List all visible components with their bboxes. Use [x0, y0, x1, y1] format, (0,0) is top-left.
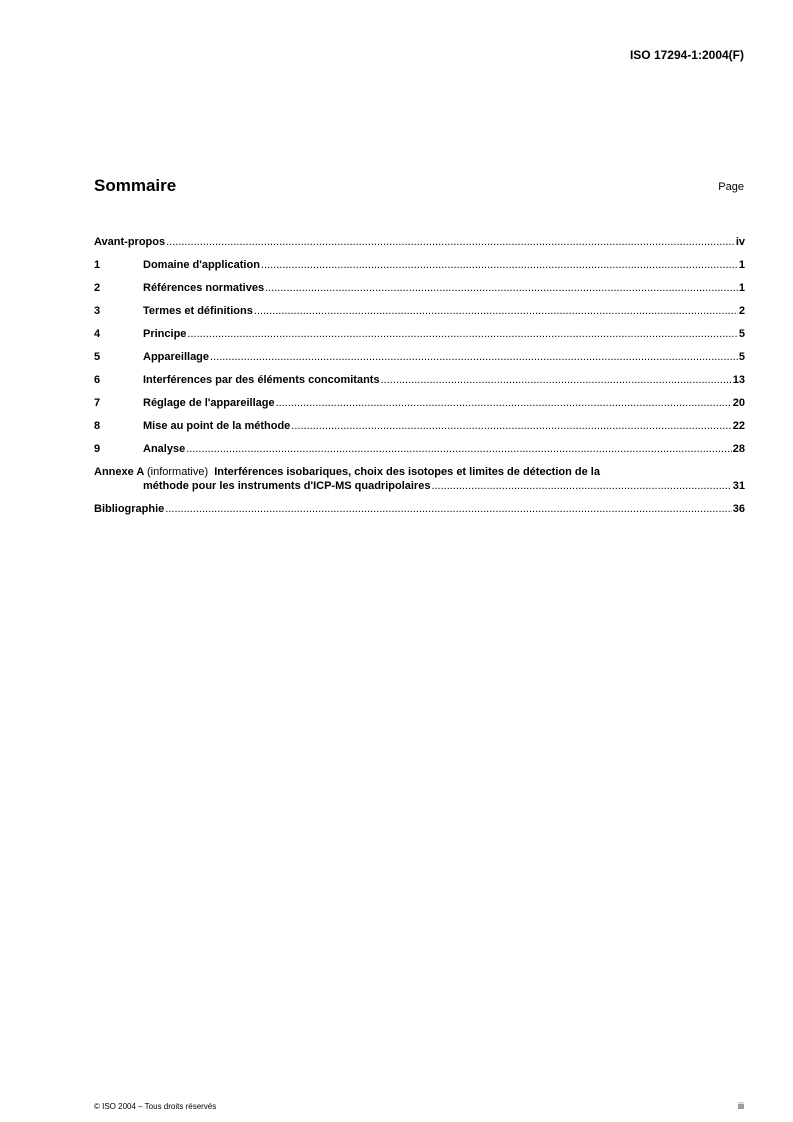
- toc-entry-page: 36: [732, 503, 745, 515]
- dot-leader: [187, 327, 737, 341]
- toc-entry-foreword[interactable]: [94, 226, 745, 249]
- toc-entry[interactable]: [94, 364, 745, 387]
- toc-entry-page: 13: [732, 374, 745, 386]
- page-column-label: Page: [718, 181, 744, 193]
- dot-leader: [431, 479, 731, 493]
- dot-leader: [254, 304, 738, 318]
- toc-entry[interactable]: [94, 341, 745, 364]
- toc-entry-number: 5: [94, 351, 101, 363]
- toc-entry-page: 22: [732, 420, 745, 432]
- toc-entry-number: 9: [94, 443, 101, 455]
- toc-entry-number: 7: [94, 397, 101, 409]
- toc-entry[interactable]: [94, 295, 745, 318]
- toc-entry-bibliography[interactable]: [94, 493, 745, 516]
- toc-entry-number: 1: [94, 259, 101, 271]
- annex-label: Annexe A: [94, 466, 144, 478]
- dot-leader: [276, 396, 732, 410]
- document-id: ISO 17294-1:2004(F): [629, 48, 744, 62]
- toc-entry-title: Avant-propos: [94, 236, 166, 248]
- page-number: iii: [738, 1101, 744, 1111]
- toc-entry[interactable]: [94, 272, 745, 295]
- dot-leader: [261, 258, 738, 272]
- annex-type: (informative): [146, 466, 209, 478]
- toc-entry-page: 20: [732, 397, 745, 409]
- dot-leader: [291, 419, 731, 433]
- toc-entry-number: 2: [94, 282, 101, 294]
- toc-entry-page: 5: [738, 328, 745, 340]
- table-of-contents: [94, 226, 745, 516]
- toc-entry[interactable]: [94, 249, 745, 272]
- toc-entry-title: Analyse: [143, 443, 186, 455]
- toc-entry-title: Interférences par des éléments concomitants: [143, 374, 380, 386]
- toc-entry-number: 3: [94, 305, 101, 317]
- toc-entry-title: Mise au point de la méthode: [143, 420, 291, 432]
- dot-leader: [265, 281, 738, 295]
- toc-entry[interactable]: [94, 318, 745, 341]
- toc-entry-page: 28: [732, 443, 745, 455]
- toc-title: Sommaire: [94, 176, 177, 195]
- dot-leader: [381, 373, 732, 387]
- dot-leader: [186, 442, 732, 456]
- toc-entry-annex-a[interactable]: [94, 456, 745, 493]
- dot-leader: [166, 235, 735, 249]
- annex-title-line2: méthode pour les instruments d'ICP-MS quadripolaires: [143, 480, 431, 492]
- toc-entry-page: 5: [738, 351, 745, 363]
- toc-entry[interactable]: [94, 410, 745, 433]
- toc-entry-title: Réglage de l'appareillage: [143, 397, 275, 409]
- toc-entry[interactable]: [94, 387, 745, 410]
- toc-entry-page: 2: [738, 305, 745, 317]
- toc-entry[interactable]: [94, 433, 745, 456]
- toc-entry-title: Références normatives: [143, 282, 265, 294]
- toc-entry-page: 31: [732, 480, 745, 492]
- toc-entry-number: 4: [94, 328, 101, 340]
- toc-entry-title: Domaine d'application: [143, 259, 260, 271]
- toc-entry-page: 1: [738, 259, 745, 271]
- dot-leader: [165, 502, 731, 516]
- toc-entry-page: iv: [735, 236, 745, 248]
- copyright-notice: © ISO 2004 – Tous droits réservés: [94, 1102, 217, 1111]
- toc-entry-title: Principe: [143, 328, 187, 340]
- toc-entry-page: 1: [738, 282, 745, 294]
- toc-entry-title: Bibliographie: [94, 503, 165, 515]
- dot-leader: [210, 350, 738, 364]
- annex-title-line1: Interférences isobariques, choix des isotopes et limites de détection de la: [214, 466, 600, 478]
- toc-entry-title: Termes et définitions: [143, 305, 253, 317]
- toc-entry-title: Appareillage: [143, 351, 210, 363]
- toc-entry-number: 6: [94, 374, 101, 386]
- toc-entry-number: 8: [94, 420, 101, 432]
